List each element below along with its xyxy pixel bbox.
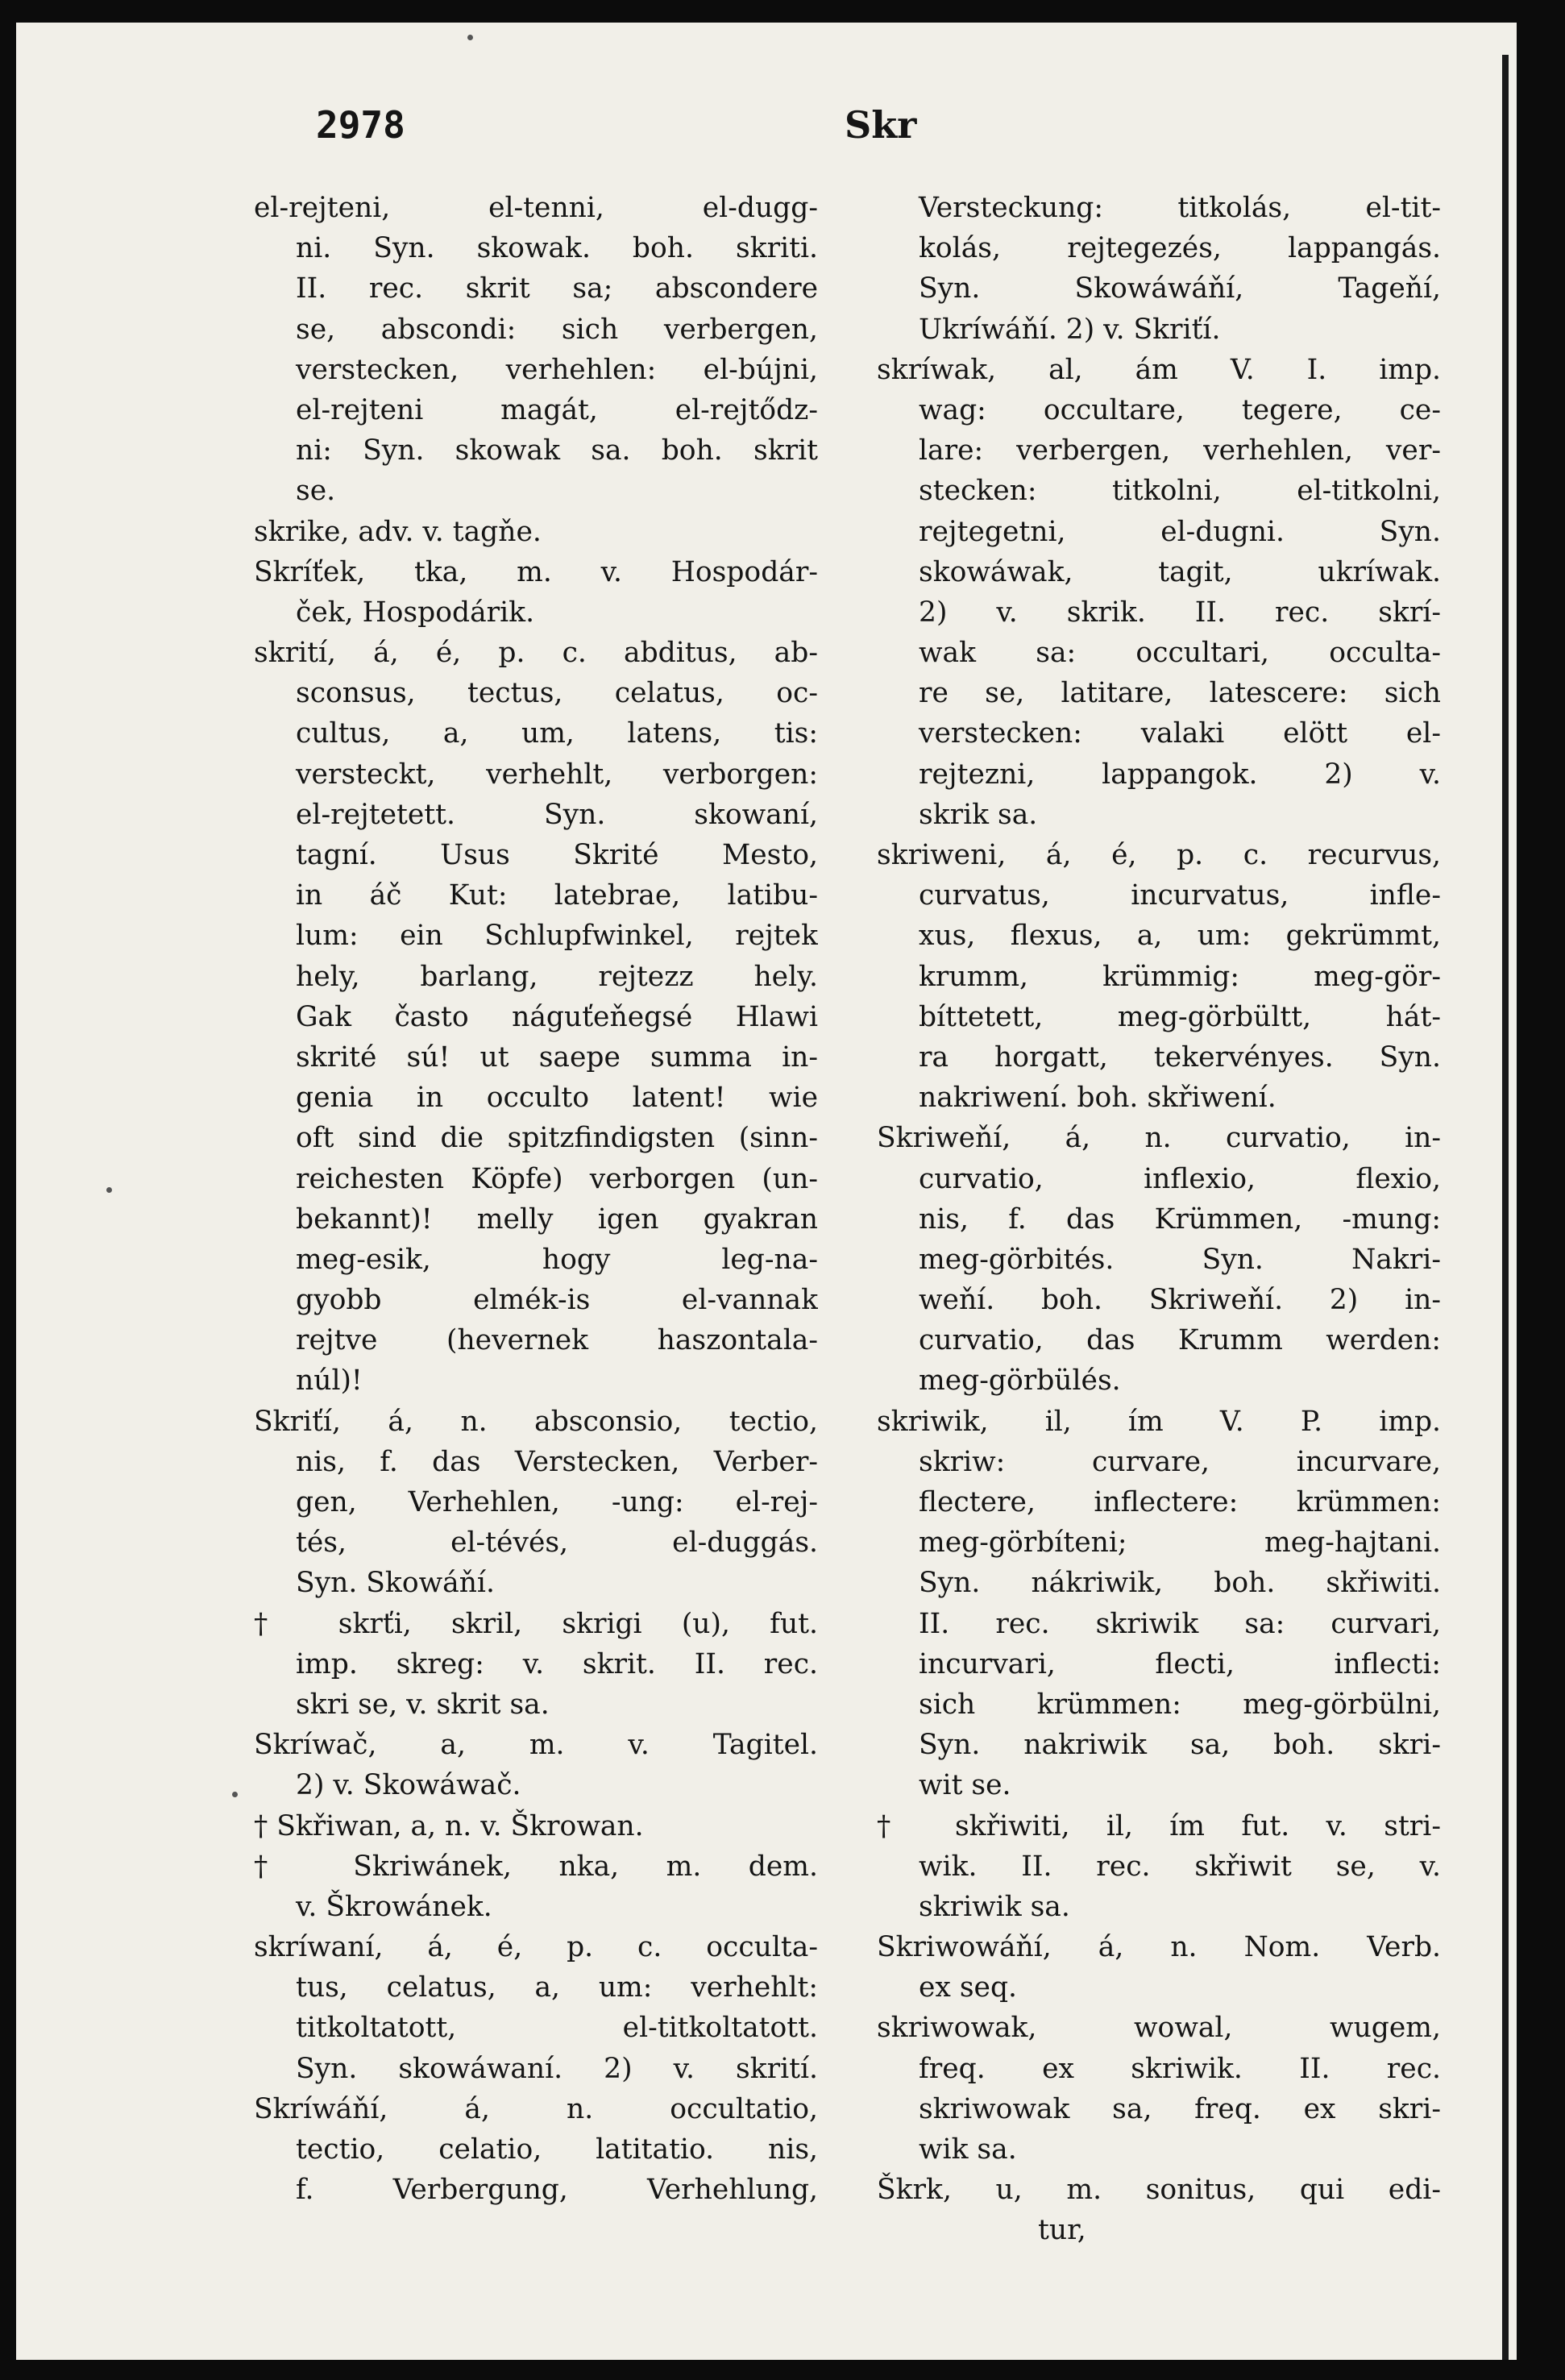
entry-start: † Skřiwan, a, n. v. Škrowan. bbox=[254, 1809, 644, 1842]
entry-start: skríwaní, á, é, p. c. occulta- bbox=[254, 1931, 818, 1964]
entry-start: skrití, á, é, p. c. abditus, ab- bbox=[254, 637, 818, 670]
page-number: 2978 bbox=[316, 103, 405, 147]
entry-start: skriwik, il, ím V. P. imp. bbox=[877, 1405, 1441, 1438]
text-line: gen, Verhehlen, -ung: el-rej- bbox=[296, 1486, 818, 1518]
text-line: curvatus, incurvatus, infle- bbox=[919, 879, 1441, 912]
entry-start: Skríwáňí, á, n. occultatio, bbox=[254, 2092, 818, 2125]
text-line: nis, f. das Krümmen, -mung: bbox=[919, 1202, 1441, 1236]
text-line: meg-görbités. Syn. Nakri- bbox=[919, 1243, 1441, 1276]
text-line: rejtve (hevernek haszontala- bbox=[296, 1324, 818, 1357]
text-line: se, abscondi: sich verbergen, bbox=[296, 313, 818, 346]
ink-speck bbox=[106, 1187, 112, 1193]
text-line: wik. II. rec. skřiwit se, v. bbox=[919, 1850, 1441, 1883]
text-line: sich krümmen: meg-görbülni, bbox=[919, 1688, 1441, 1721]
entry-start: skriweni, á, é, p. c. recurvus, bbox=[877, 839, 1441, 871]
text-line: el-rejtetett. Syn. skowaní, bbox=[296, 798, 818, 831]
running-headword: Skr bbox=[845, 103, 917, 147]
text-line: stecken: titkolni, el-titkolni, bbox=[919, 475, 1441, 508]
text-line: II. rec. skriwik sa: curvari, bbox=[919, 1607, 1441, 1640]
text-line: verstecken, verhehlen: el-bújni, bbox=[296, 353, 818, 386]
text-line: genia in occulto latent! wie bbox=[296, 1082, 818, 1115]
text-line: Gak často náguťeňegsé Hlawi bbox=[296, 1000, 818, 1033]
text-line: lare: verbergen, verhehlen, ver- bbox=[919, 434, 1441, 467]
text-line: skriwowak sa, freq. ex skri- bbox=[919, 2092, 1441, 2125]
text-line: 2) v. skrik. II. rec. skrí- bbox=[919, 596, 1441, 629]
entry-start: † skřiwiti, il, ím fut. v. stri- bbox=[877, 1809, 1441, 1842]
entry-start: † skrťi, skril, skrigi (u), fut. bbox=[254, 1607, 818, 1640]
text-line: krumm, krümmig: meg-gör- bbox=[919, 960, 1441, 993]
entry-start: Skriwowáňí, á, n. Nom. Verb. bbox=[877, 1931, 1441, 1964]
text-line: meg-görbülés. bbox=[919, 1364, 1121, 1398]
text-line: freq. ex skriwik. II. rec. bbox=[919, 2052, 1441, 2085]
text-line: se. bbox=[296, 475, 336, 508]
text-line: imp. skreg: v. skrit. II. rec. bbox=[296, 1647, 818, 1680]
text-line: Syn. nakriwik sa, boh. skri- bbox=[919, 1729, 1441, 1762]
text-line: nakriwení. boh. skřiwení. bbox=[919, 1082, 1276, 1115]
ink-speck bbox=[232, 1792, 238, 1797]
text-line: wag: occultare, tegere, ce- bbox=[919, 393, 1441, 426]
entry-start: Skriweňí, á, n. curvatio, in- bbox=[877, 1122, 1441, 1155]
left-column bbox=[254, 188, 818, 2210]
text-line: skrik sa. bbox=[919, 798, 1038, 831]
text-line: ex seq. bbox=[919, 1971, 1018, 2004]
text-line: rejtegetni, el-dugni. Syn. bbox=[919, 515, 1441, 548]
text-line: Syn. Skowáwáňí, Tageňí, bbox=[919, 272, 1441, 305]
text-line: II. rec. skrit sa; abscondere bbox=[296, 272, 818, 305]
text-line: f. Verbergung, Verhehlung, bbox=[296, 2174, 818, 2207]
text-line: incurvari, flecti, inflecti: bbox=[919, 1647, 1441, 1680]
text-line: skrité sú! ut saepe summa in- bbox=[296, 1040, 818, 1074]
entry-start: skrike, adv. v. tagňe. bbox=[254, 515, 542, 548]
page-edge-bar bbox=[1502, 55, 1509, 2360]
text-line: cultus, a, um, latens, tis: bbox=[296, 717, 818, 750]
text-line: curvatio, das Krumm werden: bbox=[919, 1324, 1441, 1357]
text-line: sconsus, tectus, celatus, oc- bbox=[296, 677, 818, 710]
text-line: bíttetett, meg-görbültt, hát- bbox=[919, 1000, 1441, 1033]
text-line: versteckt, verhehlt, verborgen: bbox=[296, 758, 818, 791]
text-line: nis, f. das Verstecken, Verber- bbox=[296, 1445, 818, 1478]
text-line: oft sind die spitzfindigsten (sinn- bbox=[296, 1122, 818, 1155]
text-line: núl)! bbox=[296, 1364, 363, 1398]
text-line: flectere, inflectere: krümmen: bbox=[919, 1486, 1441, 1518]
text-line: skriwik sa. bbox=[919, 1890, 1070, 1923]
text-line: ni. Syn. skowak. boh. skriti. bbox=[296, 232, 818, 265]
text-line: tus, celatus, a, um: verhehlt: bbox=[296, 1971, 818, 2004]
text-line: ni: Syn. skowak sa. boh. skrit bbox=[296, 434, 818, 467]
entry-start: † Skriwánek, nka, m. dem. bbox=[254, 1850, 818, 1883]
text-line: wak sa: occultari, occulta- bbox=[919, 637, 1441, 670]
text-line: tés, el-tévés, el-duggás. bbox=[296, 1526, 818, 1560]
text-line: reichesten Köpfe) verborgen (un- bbox=[296, 1162, 818, 1195]
text-line: tectio, celatio, latitatio. nis, bbox=[296, 2133, 818, 2166]
text-line: Syn. Skowáňí. bbox=[296, 1567, 495, 1600]
text-line: titkoltatott, el-titkoltatott. bbox=[296, 2012, 818, 2045]
entry-start: Skríťek, tka, m. v. Hospodár- bbox=[254, 555, 818, 588]
text-line: verstecken: valaki elött el- bbox=[919, 717, 1441, 750]
text-line: skriw: curvare, incurvare, bbox=[919, 1445, 1441, 1478]
entry-start: Škrk, u, m. sonitus, qui edi- bbox=[877, 2174, 1441, 2207]
text-line: ra horgatt, tekervényes. Syn. bbox=[919, 1040, 1441, 1074]
entry-start: Skriťí, á, n. absconsio, tectio, bbox=[254, 1405, 818, 1438]
text-line: weňí. boh. Skriweňí. 2) in- bbox=[919, 1284, 1441, 1317]
text-line: el-rejteni magát, el-rejtődz- bbox=[296, 393, 818, 426]
text-line: bekannt)! melly igen gyakran bbox=[296, 1202, 818, 1236]
text-line: skri se, v. skrit sa. bbox=[296, 1688, 550, 1721]
text-line: v. Škrowánek. bbox=[296, 1890, 492, 1923]
text-line: rejtezni, lappangok. 2) v. bbox=[919, 758, 1441, 791]
text-line: Versteckung: titkolás, el-tit- bbox=[919, 192, 1441, 224]
entry-start: skriwowak, wowal, wugem, bbox=[877, 2012, 1441, 2045]
text-line: ček, Hospodárik. bbox=[296, 596, 535, 629]
entry-start: Skríwač, a, m. v. Tagitel. bbox=[254, 1729, 818, 1762]
text-line: xus, flexus, a, um: gekrümmt, bbox=[919, 920, 1441, 953]
text-line: meg-görbíteni; meg-hajtani. bbox=[919, 1526, 1441, 1560]
right-column bbox=[877, 188, 1441, 2251]
running-head bbox=[16, 87, 1517, 147]
text-line: 2) v. Skowáwač. bbox=[296, 1769, 521, 1802]
text-line: el-rejteni, el-tenni, el-dugg- bbox=[254, 192, 818, 224]
text-line: tagní. Usus Skrité Mesto, bbox=[296, 839, 818, 871]
text-line: wit se. bbox=[919, 1769, 1011, 1802]
text-line: Syn. skowáwaní. 2) v. skrití. bbox=[296, 2052, 818, 2085]
text-line: hely, barlang, rejtezz hely. bbox=[296, 960, 818, 993]
text-line: lum: ein Schlupfwinkel, rejtek bbox=[296, 920, 818, 953]
text-line: gyobb elmék-is el-vannak bbox=[296, 1284, 818, 1317]
text-line: re se, latitare, latescere: sich bbox=[919, 677, 1441, 710]
dictionary-page bbox=[16, 23, 1517, 2360]
text-line: curvatio, inflexio, flexio, bbox=[919, 1162, 1441, 1195]
text-line: Syn. nákriwik, boh. skřiwiti. bbox=[919, 1567, 1441, 1600]
ink-speck bbox=[467, 35, 473, 40]
entry-start: skríwak, al, ám V. I. imp. bbox=[877, 353, 1441, 386]
text-line: skowáwak, tagit, ukríwak. bbox=[919, 555, 1441, 588]
text-line: tur, bbox=[1038, 2214, 1086, 2247]
text-line: kolás, rejtegezés, lappangás. bbox=[919, 232, 1441, 265]
text-line: in áč Kut: latebrae, latibu- bbox=[296, 879, 818, 912]
text-line: wik sa. bbox=[919, 2133, 1017, 2166]
text-line: meg-esik, hogy leg-na- bbox=[296, 1243, 818, 1276]
text-line: Ukríwáňí. 2) v. Skriťí. bbox=[919, 313, 1221, 346]
